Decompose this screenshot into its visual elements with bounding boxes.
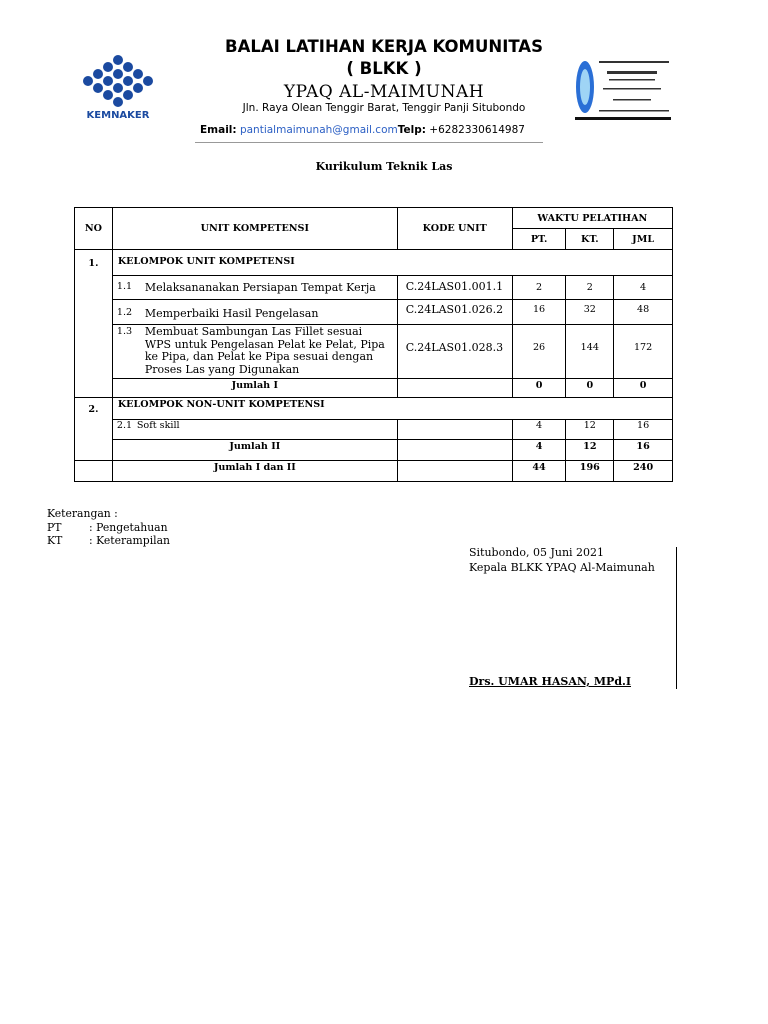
row-name: Memperbaiki Hasil Pengelasan <box>144 307 319 320</box>
table-row <box>75 325 673 379</box>
group1-no: 1. <box>75 250 113 398</box>
row-jml: 4 <box>614 276 673 300</box>
signature-block <box>469 546 659 575</box>
row-name: Soft skill <box>136 420 180 431</box>
group1-total-pt: 0 <box>512 379 566 398</box>
signature-name: Drs. UMAR HASAN, MPd.I <box>469 675 631 688</box>
group2-total-pt: 4 <box>512 440 566 461</box>
notes-title: Keterangan : <box>47 507 118 520</box>
signature-position: Kepala BLKK YPAQ Al-Maimunah <box>469 560 655 574</box>
email-label: Email: <box>200 124 237 136</box>
group2-total-jml: 16 <box>614 440 673 461</box>
header-divider <box>195 142 543 143</box>
row-kode: C.24LAS01.026.2 <box>397 300 512 325</box>
margin-line <box>676 547 677 689</box>
row-kode: C.24LAS01.001.1 <box>397 276 512 300</box>
group1-total-jml: 0 <box>614 379 673 398</box>
header-waktu: WAKTU PELATIHAN <box>512 208 672 229</box>
ypaq-logo <box>573 55 673 125</box>
header-kt: KT. <box>566 229 614 250</box>
row-num: 1.1 <box>116 281 133 292</box>
row-pt: 26 <box>512 325 566 379</box>
group1-total-label: Jumlah I <box>112 379 397 398</box>
email-link[interactable]: pantialmaimunah@gmail.com <box>239 124 398 136</box>
header-unit: UNIT KOMPETENSI <box>112 208 397 250</box>
telp-label: Telp: <box>397 124 426 136</box>
row-jml: 48 <box>614 300 673 325</box>
row-num: 1.2 <box>116 307 133 318</box>
row-jml: 16 <box>614 420 673 440</box>
header-kode: KODE UNIT <box>397 208 512 250</box>
row-jml: 172 <box>614 325 673 379</box>
row-name: Melaksananakan Persiapan Tempat Kerja <box>144 281 376 294</box>
row-kt: 2 <box>566 276 614 300</box>
header-pt: PT. <box>512 229 566 250</box>
notes <box>47 507 170 548</box>
grand-total-row <box>75 461 673 482</box>
header-jml: JML <box>614 229 673 250</box>
note-value: : Pengetahuan <box>89 520 168 534</box>
row-pt: 2 <box>512 276 566 300</box>
grand-total-pt: 44 <box>512 461 566 482</box>
row-pt: 16 <box>512 300 566 325</box>
table-row <box>75 276 673 300</box>
header-subtitle: ( BLKK ) <box>346 59 422 78</box>
group2-total-label: Jumlah II <box>112 440 397 461</box>
header-title: BALAI LATIHAN KERJA KOMUNITAS <box>225 37 543 56</box>
subtotal-row <box>75 440 673 461</box>
group2-total-kt: 12 <box>566 440 614 461</box>
telp-value: +6282330614987 <box>429 124 525 136</box>
group2-title: KELOMPOK NON-UNIT KOMPETENSI <box>112 398 672 420</box>
group1-title: KELOMPOK UNIT KOMPETENSI <box>112 250 672 276</box>
row-name: Membuat Sambungan Las Fillet sesuai WPS untuk Pengelasan Pelat ke Pelat, Pipa ke Pipa, dan Pelat ke Pipa sesuai dengan Proses Las yang Digunakan <box>144 325 385 376</box>
signature-place-date: Situbondo, 05 Juni 2021 <box>469 546 605 559</box>
grand-total-jml: 240 <box>614 461 673 482</box>
row-kode: C.24LAS01.028.3 <box>397 325 512 379</box>
header-no: NO <box>75 208 113 250</box>
kemnaker-logo-text: KEMNAKER <box>86 110 150 121</box>
row-kt: 32 <box>566 300 614 325</box>
subtotal-row <box>75 379 673 398</box>
grand-total-kt: 196 <box>566 461 614 482</box>
table-row <box>75 420 673 440</box>
group2-no: 2. <box>75 398 113 461</box>
document-title: Kurikulum Teknik Las <box>315 160 453 173</box>
grand-total-label: Jumlah I dan II <box>112 461 397 482</box>
row-kt: 144 <box>566 325 614 379</box>
note-value: : Keterampilan <box>89 534 171 547</box>
header-contact <box>200 123 525 137</box>
table-row <box>75 300 673 325</box>
row-pt: 4 <box>512 420 566 440</box>
header-org: YPAQ AL-MAIMUNAH <box>283 82 485 102</box>
header-address: Jln. Raya Olean Tenggir Barat, Tenggir Panji Situbondo <box>242 102 526 114</box>
note-key: PT <box>47 520 62 534</box>
group1-total-kt: 0 <box>566 379 614 398</box>
note-key: KT <box>47 534 63 547</box>
row-num: 1.3 <box>116 326 133 337</box>
row-kode <box>397 420 512 440</box>
row-num: 2.1 <box>116 420 133 431</box>
curriculum-table <box>74 207 673 482</box>
row-kt: 12 <box>566 420 614 440</box>
